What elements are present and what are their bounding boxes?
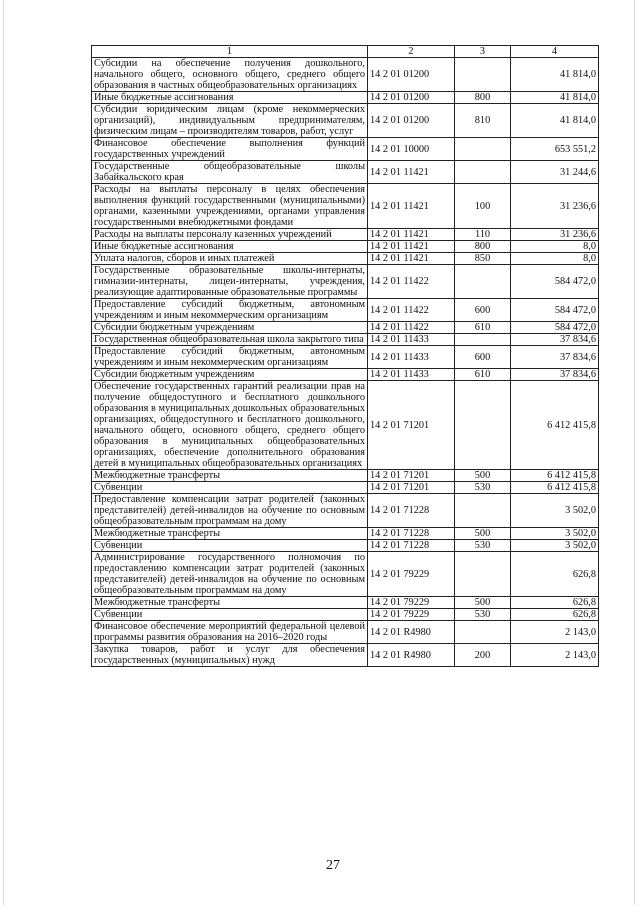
row-amount-cell: 31 236,6 xyxy=(511,184,599,229)
row-name-cell: Субсидии бюджетным учреждениям xyxy=(92,369,368,381)
page-edge-left xyxy=(3,0,4,905)
row-expense-type-cell: 500 xyxy=(455,597,511,609)
table-row xyxy=(92,253,599,265)
row-expense-type-cell: 810 xyxy=(455,104,511,138)
row-amount-cell: 653 551,2 xyxy=(511,138,599,161)
row-expense-type-cell: 530 xyxy=(455,609,511,621)
row-amount-cell: 31 236,6 xyxy=(511,229,599,241)
row-code-cell: 14 2 01 11433 xyxy=(368,369,455,381)
row-amount-cell: 6 412 415,8 xyxy=(511,381,599,470)
table-header-row xyxy=(92,46,599,58)
row-name-cell: Субвенции xyxy=(92,540,368,552)
row-name-cell: Предоставление компенсации затрат родителей (законных представителей) детей-инвалидов на обучение по основным общеобразовательным программам на дому xyxy=(92,494,368,528)
row-code-cell: 14 2 01 11433 xyxy=(368,346,455,369)
table-body xyxy=(92,58,599,667)
table-row xyxy=(92,597,599,609)
table-row xyxy=(92,334,599,346)
row-amount-cell: 37 834,6 xyxy=(511,369,599,381)
table-row xyxy=(92,470,599,482)
row-amount-cell: 584 472,0 xyxy=(511,322,599,334)
row-expense-type-cell xyxy=(455,58,511,92)
table-row xyxy=(92,138,599,161)
table-row xyxy=(92,58,599,92)
row-name-cell: Государственные образовательные школы-интернаты, гимназии-интернаты, лицеи-интернаты, учреждения, реализующие адаптированные образовательные программы xyxy=(92,265,368,299)
row-name-cell: Субвенции xyxy=(92,482,368,494)
row-expense-type-cell xyxy=(455,265,511,299)
table-row xyxy=(92,482,599,494)
row-expense-type-cell: 800 xyxy=(455,241,511,253)
table-row xyxy=(92,540,599,552)
row-expense-type-cell: 500 xyxy=(455,528,511,540)
row-code-cell: 14 2 01 71201 xyxy=(368,482,455,494)
row-amount-cell: 31 244,6 xyxy=(511,161,599,184)
row-amount-cell: 6 412 415,8 xyxy=(511,482,599,494)
row-code-cell: 14 2 01 79229 xyxy=(368,552,455,597)
row-code-cell: 14 2 01 11433 xyxy=(368,334,455,346)
row-code-cell: 14 2 01 11421 xyxy=(368,161,455,184)
row-code-cell: 14 2 01 01200 xyxy=(368,104,455,138)
row-expense-type-cell xyxy=(455,161,511,184)
table-row xyxy=(92,265,599,299)
row-code-cell: 14 2 01 R4980 xyxy=(368,621,455,644)
row-expense-type-cell: 200 xyxy=(455,644,511,667)
row-amount-cell: 3 502,0 xyxy=(511,494,599,528)
row-name-cell: Расходы на выплаты персоналу казенных учреждений xyxy=(92,229,368,241)
row-name-cell: Администрирование государственного полномочия по предоставлению компенсации затрат родителей (законных представителей) детей-инвалидов на обучение по основным общеобразовательным программам на дому xyxy=(92,552,368,597)
row-amount-cell: 41 814,0 xyxy=(511,58,599,92)
row-code-cell: 14 2 01 71201 xyxy=(368,381,455,470)
column-header-3: 3 xyxy=(455,46,511,58)
row-code-cell: 14 2 01 71228 xyxy=(368,528,455,540)
row-name-cell: Предоставление субсидий бюджетным, автономным учреждениям и иным некоммерческим организациям xyxy=(92,346,368,369)
row-expense-type-cell: 800 xyxy=(455,92,511,104)
row-amount-cell: 8,0 xyxy=(511,253,599,265)
row-code-cell: 14 2 01 71228 xyxy=(368,494,455,528)
row-code-cell: 14 2 01 11422 xyxy=(368,322,455,334)
row-code-cell: 14 2 01 11422 xyxy=(368,265,455,299)
row-name-cell: Иные бюджетные ассигнования xyxy=(92,241,368,253)
row-expense-type-cell xyxy=(455,494,511,528)
table-row xyxy=(92,184,599,229)
row-name-cell: Закупка товаров, работ и услуг для обеспечения государственных (муниципальных) нужд xyxy=(92,644,368,667)
row-name-cell: Государственные общеобразовательные школы Забайкальского края xyxy=(92,161,368,184)
row-name-cell: Иные бюджетные ассигнования xyxy=(92,92,368,104)
row-expense-type-cell: 600 xyxy=(455,346,511,369)
row-expense-type-cell xyxy=(455,381,511,470)
row-amount-cell: 584 472,0 xyxy=(511,265,599,299)
row-expense-type-cell: 110 xyxy=(455,229,511,241)
column-header-4: 4 xyxy=(511,46,599,58)
table-row xyxy=(92,552,599,597)
table-row xyxy=(92,644,599,667)
row-expense-type-cell: 530 xyxy=(455,482,511,494)
row-amount-cell: 3 502,0 xyxy=(511,528,599,540)
row-expense-type-cell: 610 xyxy=(455,369,511,381)
row-code-cell: 14 2 01 11422 xyxy=(368,299,455,322)
row-amount-cell: 37 834,6 xyxy=(511,334,599,346)
page-number: 27 xyxy=(326,858,340,873)
row-amount-cell: 2 143,0 xyxy=(511,621,599,644)
table-row xyxy=(92,229,599,241)
row-expense-type-cell xyxy=(455,621,511,644)
table-row xyxy=(92,241,599,253)
row-code-cell: 14 2 01 71201 xyxy=(368,470,455,482)
row-expense-type-cell: 610 xyxy=(455,322,511,334)
row-code-cell: 14 2 01 10000 xyxy=(368,138,455,161)
row-name-cell: Межбюджетные трансферты xyxy=(92,470,368,482)
row-code-cell: 14 2 01 79229 xyxy=(368,597,455,609)
table-row xyxy=(92,92,599,104)
row-expense-type-cell: 850 xyxy=(455,253,511,265)
row-amount-cell: 626,8 xyxy=(511,552,599,597)
row-amount-cell: 37 834,6 xyxy=(511,346,599,369)
column-header-2: 2 xyxy=(368,46,455,58)
table-row xyxy=(92,621,599,644)
row-amount-cell: 584 472,0 xyxy=(511,299,599,322)
row-code-cell: 14 2 01 11421 xyxy=(368,253,455,265)
row-expense-type-cell xyxy=(455,334,511,346)
row-name-cell: Финансовое обеспечение выполнения функций государственных учреждений xyxy=(92,138,368,161)
table-row xyxy=(92,609,599,621)
row-amount-cell: 626,8 xyxy=(511,609,599,621)
row-expense-type-cell: 600 xyxy=(455,299,511,322)
table-row xyxy=(92,369,599,381)
row-code-cell: 14 2 01 11421 xyxy=(368,184,455,229)
row-amount-cell: 3 502,0 xyxy=(511,540,599,552)
row-name-cell: Межбюджетные трансферты xyxy=(92,597,368,609)
row-name-cell: Предоставление субсидий бюджетным, автономным учреждениям и иным некоммерческим организациям xyxy=(92,299,368,322)
row-amount-cell: 2 143,0 xyxy=(511,644,599,667)
table-row xyxy=(92,322,599,334)
row-name-cell: Обеспечение государственных гарантий реализации прав на получение общедоступного и бесплатного дошкольного образования в муниципальных дошкольных образовательных организациях, общедоступного и бесплатного дошкольного, начального общего, основного общего, среднего общего образования в муниципальных общеобразовательных организациях, обеспечение дополнительного образования детей в муниципальных общеобразовательных организациях xyxy=(92,381,368,470)
row-code-cell: 14 2 01 01200 xyxy=(368,92,455,104)
table-row xyxy=(92,104,599,138)
row-name-cell: Государственная общеобразовательная школа закрытого типа xyxy=(92,334,368,346)
row-expense-type-cell: 500 xyxy=(455,470,511,482)
budget-table xyxy=(91,45,599,667)
table-row xyxy=(92,346,599,369)
row-name-cell: Субсидии на обеспечение получения дошкольного, начального общего, основного общего, среднего общего образования в частных общеобразовательных организациях xyxy=(92,58,368,92)
row-code-cell: 14 2 01 01200 xyxy=(368,58,455,92)
row-expense-type-cell xyxy=(455,552,511,597)
row-name-cell: Субсидии бюджетным учреждениям xyxy=(92,322,368,334)
row-name-cell: Межбюджетные трансферты xyxy=(92,528,368,540)
row-name-cell: Субвенции xyxy=(92,609,368,621)
row-amount-cell: 41 814,0 xyxy=(511,104,599,138)
row-code-cell: 14 2 01 79229 xyxy=(368,609,455,621)
table-row xyxy=(92,299,599,322)
table-row xyxy=(92,381,599,470)
row-amount-cell: 41 814,0 xyxy=(511,92,599,104)
row-amount-cell: 6 412 415,8 xyxy=(511,470,599,482)
row-code-cell: 14 2 01 11421 xyxy=(368,229,455,241)
row-code-cell: 14 2 01 R4980 xyxy=(368,644,455,667)
page-edge-right xyxy=(634,0,635,905)
row-amount-cell: 626,8 xyxy=(511,597,599,609)
row-amount-cell: 8,0 xyxy=(511,241,599,253)
column-header-1: 1 xyxy=(92,46,368,58)
table-row xyxy=(92,528,599,540)
row-code-cell: 14 2 01 11421 xyxy=(368,241,455,253)
table-row xyxy=(92,494,599,528)
row-expense-type-cell xyxy=(455,138,511,161)
table-row xyxy=(92,161,599,184)
row-name-cell: Субсидии юридическим лицам (кроме некоммерческих организаций), индивидуальным предпринимателям, физическим лицам – производителям товаров, работ, услуг xyxy=(92,104,368,138)
row-name-cell: Расходы на выплаты персоналу в целях обеспечения выполнения функций государственными (муниципальными) органами, казенными учреждениями, органами управления государственными внебюджетными фондами xyxy=(92,184,368,229)
row-name-cell: Уплата налогов, сборов и иных платежей xyxy=(92,253,368,265)
row-expense-type-cell: 530 xyxy=(455,540,511,552)
row-name-cell: Финансовое обеспечение мероприятий федеральной целевой программы развития образования на 2016–2020 годы xyxy=(92,621,368,644)
row-expense-type-cell: 100 xyxy=(455,184,511,229)
row-code-cell: 14 2 01 71228 xyxy=(368,540,455,552)
